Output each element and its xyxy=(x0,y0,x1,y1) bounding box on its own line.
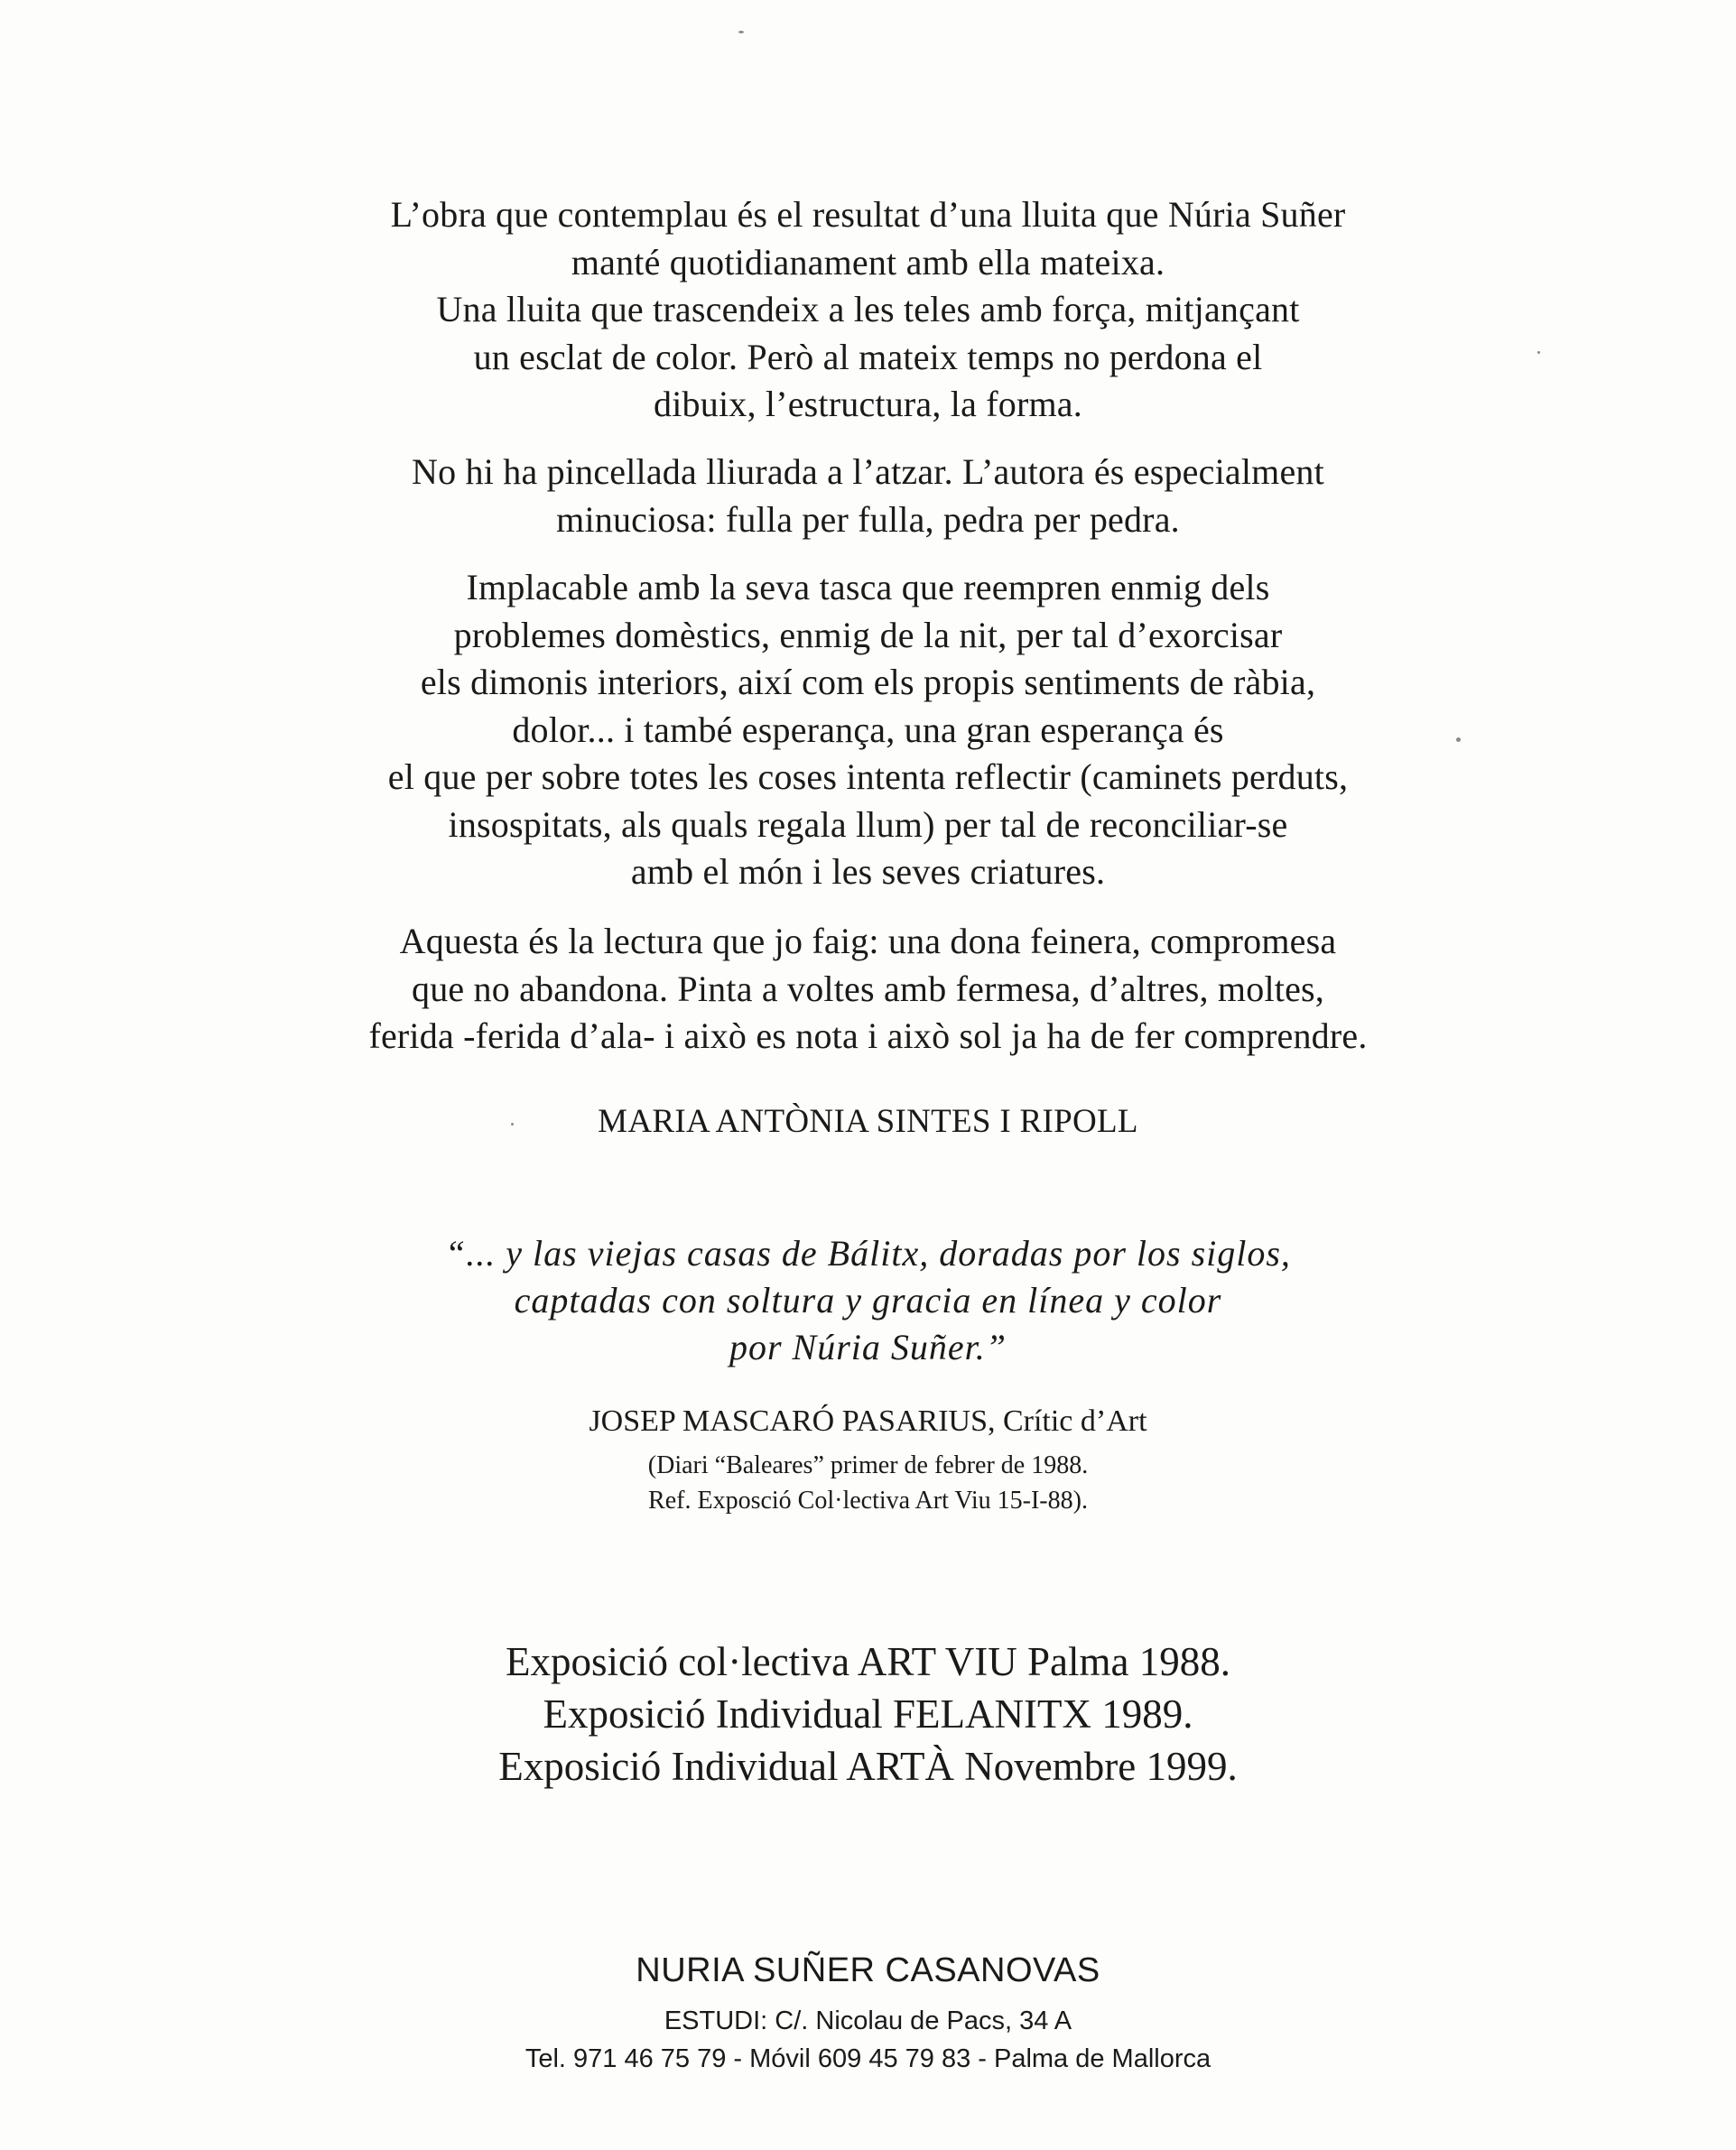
exhibition-item: Exposició Individual FELANITX 1989. xyxy=(543,1691,1193,1737)
exhibition-item: Exposició col·lectiva ART VIU Palma 1988. xyxy=(505,1639,1230,1684)
studio-address: ESTUDI: C/. Nicolau de Pacs, 34 A xyxy=(664,2006,1072,2035)
text-line: Implacable amb la seva tasca que reempren enmig dels xyxy=(466,567,1270,607)
quote-line: captadas con soltura y gracia en línea y color xyxy=(514,1280,1222,1321)
quote-reference xyxy=(0,1448,1736,1518)
text-line: un esclat de color. Però al mateix temps no perdona el xyxy=(473,336,1263,377)
text-line: el que per sobre totes les coses intenta reflectir (caminets perduts, xyxy=(387,756,1349,797)
text-line: No hi ha pincellada lliurada a l’atzar. L’autora és especialment xyxy=(412,451,1324,492)
contact-details xyxy=(0,2002,1736,2078)
text-line: que no abandona. Pinta a voltes amb fermesa, d’altres, moltes, xyxy=(412,968,1324,1009)
press-quote xyxy=(0,1230,1736,1371)
quote-critic: JOSEP MASCARÓ PASARIUS, Crític d’Art xyxy=(589,1404,1147,1438)
text-line: insospitats, als quals regala llum) per tal de reconciliar-se xyxy=(448,803,1288,845)
essay-paragraph-3 xyxy=(0,564,1736,896)
text-line: dibuix, l’estructura, la forma. xyxy=(654,384,1082,424)
essay-author: MARIA ANTÒNIA SINTES I RIPOLL xyxy=(598,1103,1138,1140)
text-line: minuciosa: fulla per fulla, pedra per pedra. xyxy=(556,498,1180,540)
text-line: els dimonis interiors, així com els propis sentiments de ràbia, xyxy=(420,662,1316,702)
essay-paragraph-2 xyxy=(0,449,1736,543)
reference-line: (Diari “Baleares” primer de febrer de 1988. xyxy=(647,1451,1089,1479)
essay-paragraph-1 xyxy=(0,191,1736,429)
text-line: L’obra que contemplau és el resultat d’una lluita que Núria Suñer xyxy=(390,194,1346,235)
reference-line: Ref. Exposció Col·lectiva Art Viu 15-I-88). xyxy=(648,1487,1088,1515)
text-line: Una lluita que trascendeix a les teles amb força, mitjançant xyxy=(436,289,1300,329)
phone-numbers: Tel. 971 46 75 79 - Móvil 609 45 79 83 - Palma de Mallorca xyxy=(525,2044,1211,2073)
text-line: amb el món i les seves criatures. xyxy=(630,851,1106,892)
artist-name: NURIA SUÑER CASANOVAS xyxy=(636,1951,1100,1989)
exhibition-item: Exposició Individual ARTÀ Novembre 1999. xyxy=(498,1744,1238,1789)
exhibitions-list xyxy=(0,1636,1736,1793)
essay-paragraph-4 xyxy=(0,918,1736,1061)
text-line: ferida -ferida d’ala- i això es nota i això sol ja ha de fer comprendre. xyxy=(368,1015,1368,1056)
text-line: dolor... i també esperança, una gran esperança és xyxy=(512,709,1224,750)
text-line: manté quotidianament amb ella mateixa. xyxy=(571,241,1165,283)
text-line: Aquesta és la lectura que jo faig: una dona feinera, compromesa xyxy=(399,921,1337,961)
quote-line: “... y las viejas casas de Bálitx, doradas por los siglos, xyxy=(445,1233,1291,1274)
scan-speck xyxy=(738,31,744,33)
quote-line: por Núria Suñer.” xyxy=(729,1327,1007,1367)
text-line: problemes domèstics, enmig de la nit, per tal d’exorcisar xyxy=(453,614,1283,655)
